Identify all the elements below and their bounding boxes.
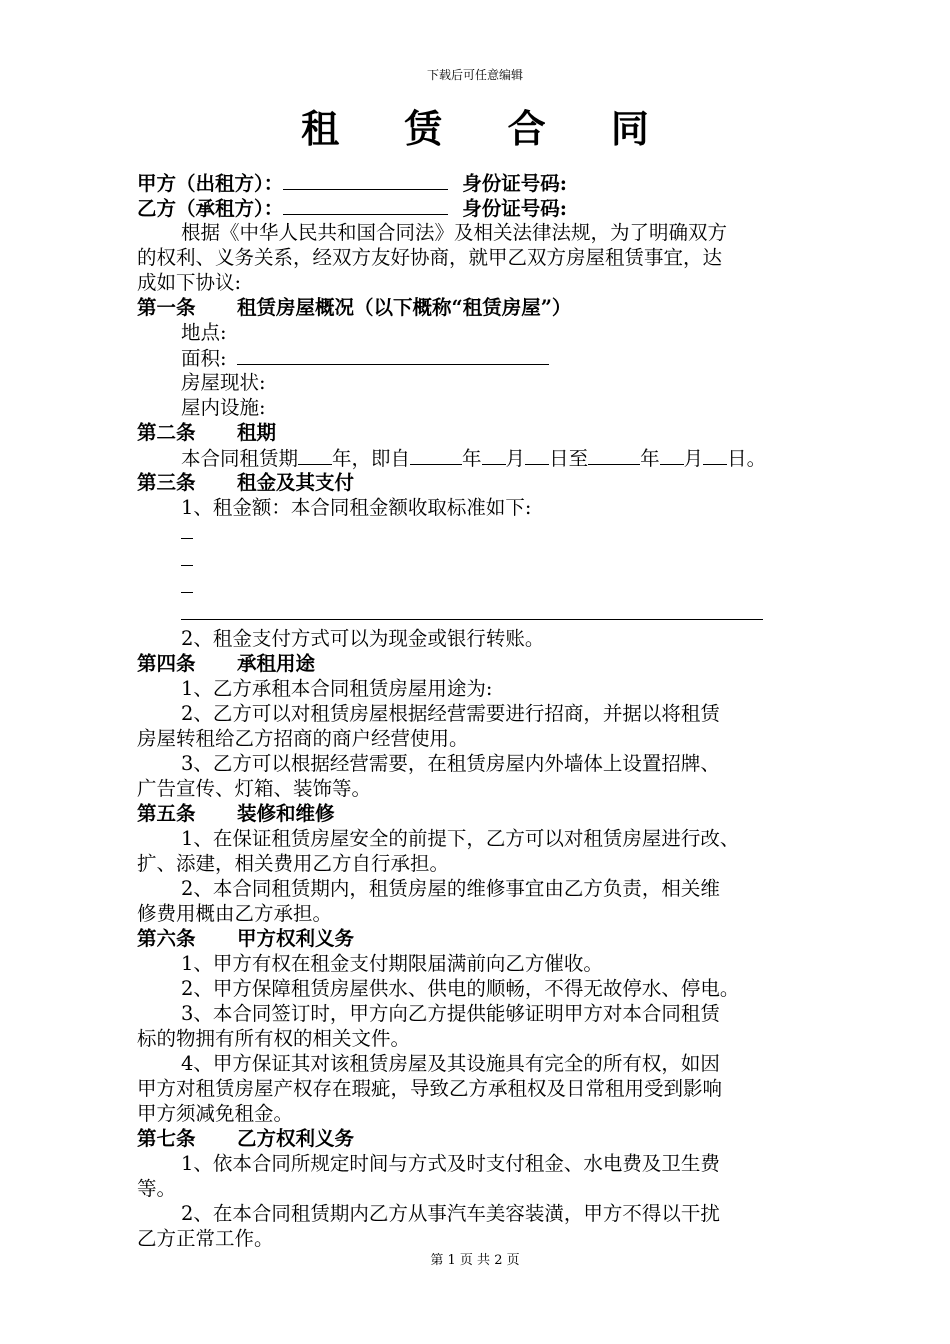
area-line [137,345,815,370]
lease-term-line [137,445,815,470]
term-text: 月 [505,447,526,470]
article-2-heading [137,420,815,445]
clause-line: 广告宣传、灯箱、装饰等。 [137,777,372,800]
article-title: 承租用途 [237,652,316,675]
term-text: 日至 [549,447,589,470]
article-number: 第五条 [137,802,196,825]
party-b-line [137,195,815,220]
term-text: 月 [683,447,704,470]
article-6-heading [137,926,815,951]
start-day-blank [525,445,549,465]
status-line: 房屋现状: [181,371,266,394]
page-footer: 第 1 页 共 2 页 [430,1253,520,1268]
clause-line: 1、乙方承租本合同租赁房屋用途为: [181,677,493,700]
article-7-heading [137,1126,815,1151]
party-a-label: 甲方（出租方）： [137,172,284,195]
end-day-blank [703,445,727,465]
facilities-line: 屋内设施: [181,396,266,419]
party-a-name-blank [283,170,448,190]
article-title: 租期 [237,421,277,444]
article-number: 第七条 [137,1127,196,1150]
rent-long-blank [137,601,815,626]
clause-line: 修费用概由乙方承担。 [137,902,333,925]
rent-amount-line: 1、租金额：本合同租金额收取标准如下: [181,496,532,519]
term-text: 本合同租赁期 [181,447,299,470]
article-title: 甲方权利义务 [237,927,355,950]
party-b-label: 乙方（承租方）： [137,197,284,220]
intro-line: 根据《中华人民共和国合同法》及相关法律法规，为了明确双方 [181,221,728,244]
article-1-heading [137,295,815,320]
clause-line: 乙方正常工作。 [137,1227,274,1250]
clause-line: 1、在保证租赁房屋安全的前提下，乙方可以对租赁房屋进行改、 [181,827,740,850]
start-year-blank [410,445,462,465]
payment-method-line: 2、租金支付方式可以为现金或银行转账。 [181,627,545,650]
article-4-heading [137,651,815,676]
article-title: 租赁房屋概况（以下概称“租赁房屋”） [237,296,572,319]
article-title: 装修和维修 [237,802,335,825]
intro-line: 的权利、义务关系，经双方友好协商，就甲乙双方房屋租赁事宜，达 [137,246,723,269]
article-3-heading [137,470,815,495]
clause-line: 等。 [137,1177,177,1200]
term-years-blank [298,445,332,465]
end-month-blank [660,445,684,465]
article-number: 第四条 [137,652,196,675]
article-title: 租金及其支付 [237,471,355,494]
rent-blank-line [137,520,815,547]
article-title: 乙方权利义务 [237,1127,355,1150]
area-label: 面积: [181,347,227,370]
rent-blank-line [137,547,815,574]
clause-line: 2、甲方保障租赁房屋供水、供电的顺畅，不得无故停水、停电。 [181,977,740,1000]
article-number: 第六条 [137,927,196,950]
clause-line: 2、乙方可以对租赁房屋根据经营需要进行招商，并据以将租赁 [181,702,720,725]
article-number: 第二条 [137,421,196,444]
clause-line: 1、甲方有权在租金支付期限届满前向乙方催收。 [181,952,603,975]
term-text: 年 [640,447,660,470]
party-a-id-label: 身份证号码: [462,172,567,195]
clause-line: 甲方对租赁房屋产权存在瑕疵，导致乙方承租权及日常租用受到影响 [137,1077,723,1100]
party-a-line [137,170,815,195]
clause-line: 3、乙方可以根据经营需要，在租赁房屋内外墙体上设置招牌、 [181,752,720,775]
rent-blank-line [137,574,815,601]
term-text: 年，即自 [332,447,411,470]
clause-line: 2、本合同租赁期内，租赁房屋的维修事宜由乙方负责，相关维 [181,877,720,900]
article-5-heading [137,801,815,826]
article-number: 第一条 [137,296,196,319]
term-text: 日。 [727,447,767,470]
area-blank [237,345,549,365]
clause-line: 4、甲方保证其对该租赁房屋及其设施具有完全的所有权，如因 [181,1052,720,1075]
clause-line: 扩、添建，相关费用乙方自行承担。 [137,852,450,875]
party-b-id-label: 身份证号码: [462,197,567,220]
term-text: 年 [462,447,482,470]
end-year-blank [588,445,640,465]
contract-body [137,170,815,1251]
contract-title: 租 赁 合 同 [301,106,675,151]
start-month-blank [482,445,506,465]
clause-line: 1、依本合同所规定时间与方式及时支付租金、水电费及卫生费 [181,1152,720,1175]
article-number: 第三条 [137,471,196,494]
intro-line: 成如下协议: [137,271,242,294]
clause-line: 3、本合同签订时，甲方向乙方提供能够证明甲方对本合同租赁 [181,1002,720,1025]
clause-line: 标的物拥有所有权的相关文件。 [137,1027,411,1050]
clause-line: 甲方须减免租金。 [137,1102,294,1125]
clause-line: 房屋转租给乙方招商的商户经营使用。 [137,727,469,750]
clause-line: 2、在本合同租赁期内乙方从事汽车美容装潢，甲方不得以干扰 [181,1202,720,1225]
location-line: 地点: [181,321,227,344]
header-note: 下载后可任意编辑 [426,68,523,82]
party-b-name-blank [283,195,448,215]
